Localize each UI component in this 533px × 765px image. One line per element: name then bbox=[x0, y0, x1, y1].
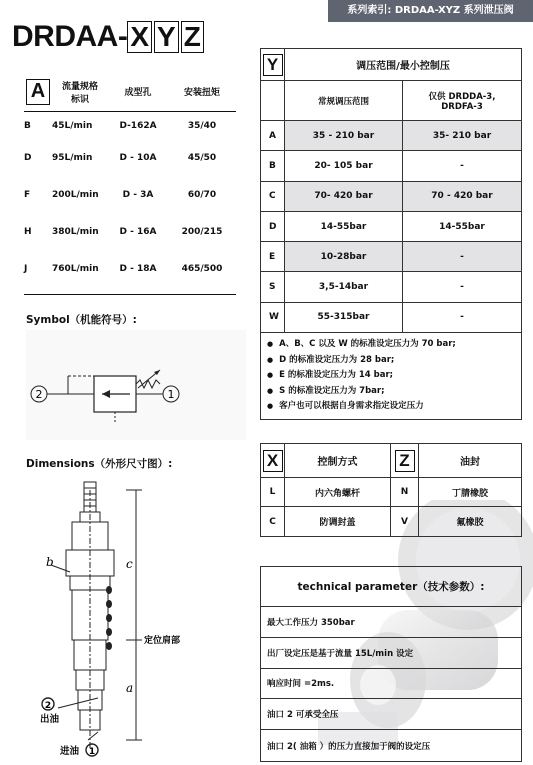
outlet-label: 出油 bbox=[40, 714, 60, 725]
row-flow: 95L/min bbox=[52, 153, 93, 163]
row-code: D bbox=[261, 212, 285, 241]
table-row bbox=[24, 140, 236, 176]
key-x-box: X bbox=[263, 450, 283, 472]
row-code: H bbox=[24, 227, 32, 237]
model-z-box: Z bbox=[181, 21, 204, 53]
hydraulic-symbol bbox=[26, 330, 246, 440]
row-cavity: D - 10A bbox=[119, 153, 157, 163]
table-row bbox=[24, 176, 236, 214]
flow-table-header bbox=[24, 72, 236, 112]
shoulder-label: 定位肩部 bbox=[144, 636, 181, 646]
row-special: - bbox=[460, 312, 464, 323]
table-row bbox=[261, 151, 521, 181]
port-2-number: 2 bbox=[44, 701, 52, 711]
pressure-table-title: 调压范围/最小控制压 bbox=[356, 61, 450, 72]
dimension-drawing bbox=[26, 470, 256, 760]
row-special: - bbox=[460, 282, 464, 293]
row-code: B bbox=[24, 121, 31, 131]
row-special: 35- 210 bar bbox=[403, 121, 521, 150]
table-row bbox=[261, 182, 521, 212]
row-cavity: D - 18A bbox=[119, 264, 157, 274]
table-row bbox=[261, 212, 521, 242]
row-code: D bbox=[24, 153, 32, 163]
note-item: ● E 的标准设定压力为 14 bar; bbox=[267, 368, 515, 384]
dimensions-label: Dimensions（外形尺寸图）: bbox=[26, 458, 173, 470]
pressure-table-title-row bbox=[261, 49, 521, 81]
model-y-box: Y bbox=[154, 21, 179, 53]
symbol-port-2: 2 bbox=[35, 388, 43, 401]
row-special: - bbox=[403, 242, 521, 271]
seal-header: 油封 bbox=[460, 457, 480, 468]
dim-c-label: c bbox=[126, 557, 133, 571]
row-cavity: D - 3A bbox=[122, 190, 154, 200]
model-prefix: DRDAA- bbox=[12, 20, 128, 53]
row-special: - bbox=[460, 160, 464, 171]
row-torque: 200/215 bbox=[181, 227, 223, 237]
special-range-header-1: 仅供 DRDDA-3, bbox=[428, 91, 496, 102]
table-row bbox=[261, 303, 521, 333]
row-range: 35 - 210 bar bbox=[285, 121, 403, 150]
row-special: 70 - 420 bar bbox=[403, 182, 521, 211]
note-item: ● 客户也可以根据自身需求指定设定压力 bbox=[267, 399, 515, 415]
note-item: ● D 的标准设定压力为 28 bar; bbox=[267, 353, 515, 369]
row-code: L bbox=[261, 478, 285, 506]
row-torque: 45/50 bbox=[187, 153, 217, 163]
table-row bbox=[261, 507, 521, 536]
special-range-header-2: DRDFA-3 bbox=[441, 101, 483, 112]
note-item: ● S 的标准设定压力为 7bar; bbox=[267, 384, 515, 400]
flow-table bbox=[24, 72, 236, 295]
row-value: 防调封盖 bbox=[285, 507, 391, 536]
row-value: 内六角螺杆 bbox=[285, 478, 391, 506]
table-bottom-rule bbox=[24, 294, 236, 295]
flow-header: 流量规格 bbox=[61, 81, 98, 92]
row-range: 3,5-14bar bbox=[285, 272, 403, 301]
symbol-label: Symbol（机能符号）: bbox=[26, 314, 137, 326]
special-range-header bbox=[403, 81, 521, 120]
inlet-label: 进油 bbox=[60, 746, 80, 757]
key-z-box: Z bbox=[395, 450, 415, 472]
row-code: N bbox=[391, 478, 419, 506]
tech-row: 油口 2 可承受全压 bbox=[261, 699, 521, 730]
row-value: 氟橡胶 bbox=[456, 518, 484, 528]
row-code: V bbox=[391, 507, 419, 536]
row-range: 14-55bar bbox=[285, 212, 403, 241]
flow-header-2: 标识 bbox=[70, 94, 89, 105]
row-flow: 200L/min bbox=[52, 190, 99, 200]
row-code: C bbox=[261, 507, 285, 536]
row-code: J bbox=[24, 264, 28, 274]
key-a-box: A bbox=[26, 79, 50, 105]
port-1-number: 1 bbox=[88, 747, 96, 757]
technical-parameters bbox=[260, 566, 522, 762]
row-value: 丁腈橡胶 bbox=[451, 488, 488, 499]
row-range: 55-315bar bbox=[285, 303, 403, 332]
dim-a-label: a bbox=[126, 681, 134, 695]
table-row bbox=[261, 242, 521, 272]
tech-row: 响应时间 =2ms. bbox=[261, 669, 521, 700]
note-item: ● A、B、C 以及 W 的标准设定压力为 70 bar; bbox=[267, 337, 515, 353]
torque-header: 安装扭矩 bbox=[183, 88, 220, 98]
row-code: E bbox=[261, 242, 285, 271]
symbol-port-1: 1 bbox=[167, 388, 175, 401]
table-row bbox=[24, 214, 236, 250]
control-mode-header: 控制方式 bbox=[285, 444, 391, 477]
table-row bbox=[24, 250, 236, 288]
table-row bbox=[261, 478, 521, 507]
key-y-box: Y bbox=[263, 54, 283, 76]
row-range: 20- 105 bar bbox=[285, 151, 403, 180]
tech-row: 油口 2( 油箱 ）的压力直接加于阀的设定压 bbox=[267, 741, 431, 752]
pressure-table-header bbox=[261, 81, 521, 121]
dim-b-label: b bbox=[46, 555, 54, 569]
tech-row: 最大工作压力 350bar bbox=[261, 607, 521, 638]
row-code: A bbox=[261, 121, 285, 150]
tech-row: 出厂设定压是基于流量 15L/min 设定 bbox=[261, 638, 521, 669]
row-code: S bbox=[261, 272, 285, 301]
row-torque: 60/70 bbox=[187, 190, 217, 200]
row-flow: 760L/min bbox=[52, 264, 99, 274]
row-flow: 380L/min bbox=[52, 227, 99, 237]
row-code: B bbox=[261, 151, 285, 180]
row-flow: 45L/min bbox=[52, 121, 93, 131]
table-row bbox=[261, 272, 521, 302]
pressure-range-table bbox=[260, 48, 522, 420]
table-row bbox=[261, 121, 521, 151]
model-x-box: X bbox=[127, 21, 152, 53]
table-row bbox=[24, 112, 236, 140]
series-index-banner: 系列索引: DRDAA-XYZ 系列泄压阀 bbox=[328, 0, 533, 22]
cavity-header: 成型孔 bbox=[124, 88, 152, 98]
row-code: W bbox=[261, 303, 285, 332]
row-special: 14-55bar bbox=[439, 221, 485, 232]
row-code: C bbox=[261, 182, 285, 211]
control-seal-header bbox=[261, 444, 521, 478]
row-cavity: D-162A bbox=[119, 121, 157, 131]
model-code bbox=[12, 18, 206, 56]
row-cavity: D - 16A bbox=[119, 227, 157, 237]
row-range: 10-28bar bbox=[285, 242, 403, 271]
tech-title: technical parameter（技术参数）: bbox=[261, 567, 521, 607]
row-code: F bbox=[24, 190, 31, 200]
row-torque: 465/500 bbox=[181, 264, 223, 274]
pressure-notes bbox=[261, 333, 521, 419]
control-seal-table bbox=[260, 443, 522, 537]
regular-range-header: 常规调压范围 bbox=[285, 81, 403, 120]
row-torque: 35/40 bbox=[187, 121, 217, 131]
row-range: 70- 420 bar bbox=[285, 182, 403, 211]
